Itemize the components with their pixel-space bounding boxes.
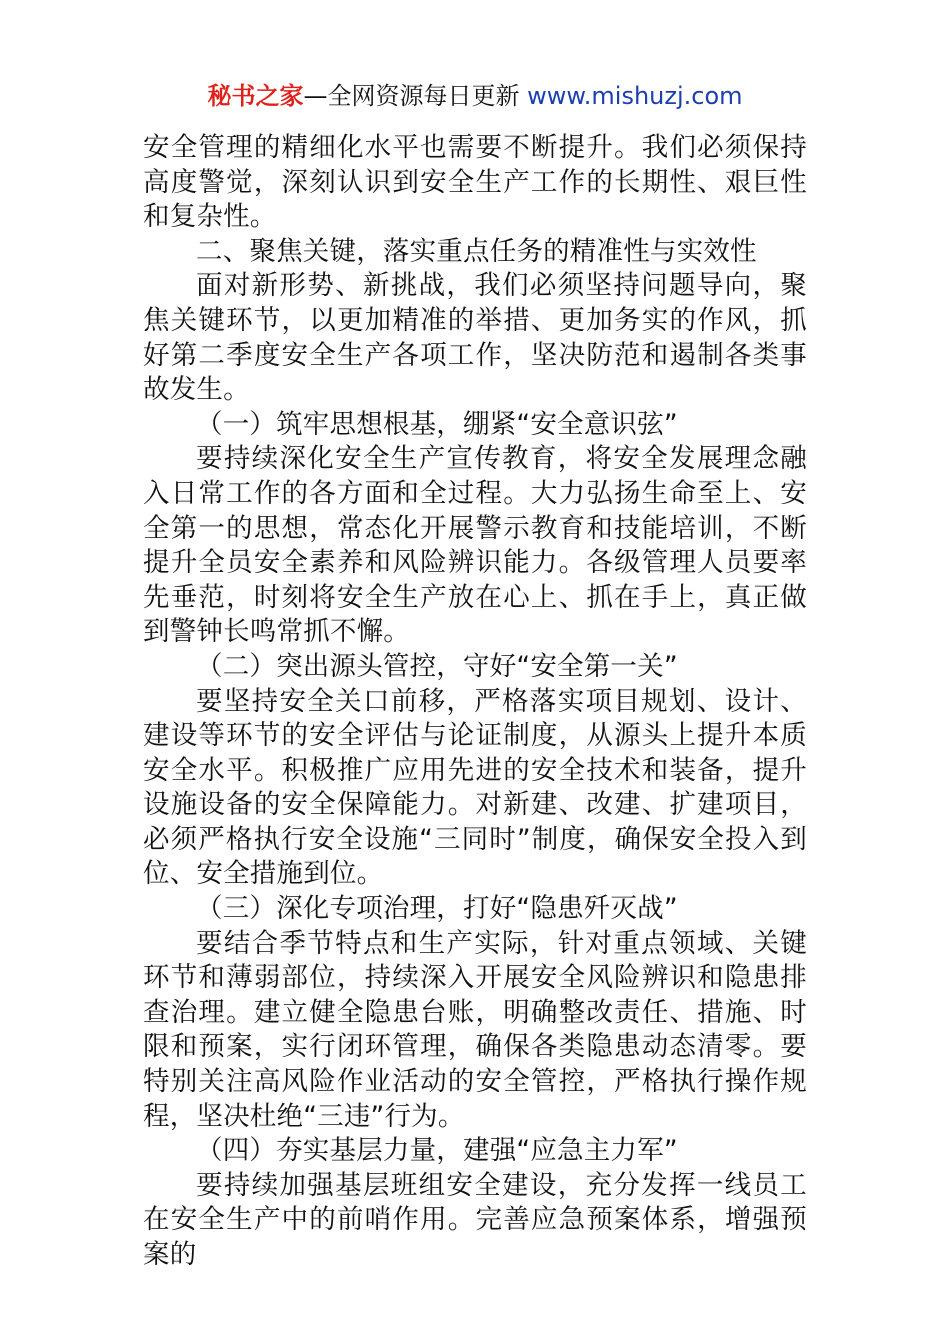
subsection-heading: （一）筑牢思想根基，绷紧“安全意识弦”: [196, 408, 678, 440]
subsection-heading: （四）夯实基层力量，建强“应急主力军”: [196, 1135, 678, 1167]
document-body: [143, 131, 807, 1273]
subsection-heading: （三）深化专项治理，打好“隐患歼灭战”: [196, 893, 678, 925]
site-slogan: —全网资源每日更新: [303, 82, 520, 110]
paragraph: 面对新形势、新挑战，我们必须坚持问题导向，聚焦关键环节，以更加精准的举措、更加务实的作风，抓好第二季度安全生产各项工作，坚决防范和遏制各类事故发生。: [143, 270, 807, 406]
paragraph: 要持续深化安全生产宣传教育，将安全发展理念融入日常工作的各方面和全过程。大力弘扬生命至上、安全第一的思想，常态化开展警示教育和技能培训，不断提升全员安全素养和风险辨识能力。各级管理人员要率先垂范，时刻将安全生产放在心上、抓在手上，真正做到警钟长鸣常抓不懈。: [143, 443, 807, 648]
site-header: [0, 80, 950, 112]
paragraph-continuation: 安全管理的精细化水平也需要不断提升。我们必须保持高度警觉，深刻认识到安全生产工作的长期性、艰巨性和复杂性。: [143, 132, 807, 233]
paragraph: 要结合季节特点和生产实际，针对重点领域、关键环节和薄弱部位，持续深入开展安全风险辨识和隐患排查治理。建立健全隐患台账，明确整改责任、措施、时限和预案，实行闭环管理，确保各类隐患动态清零。要特别关注高风险作业活动的安全管控，严格执行操作规程，坚决杜绝“三违”行为。: [143, 927, 807, 1132]
site-url[interactable]: www.mishuzj.com: [527, 82, 743, 110]
paragraph: 要坚持安全关口前移，严格落实项目规划、设计、建设等环节的安全评估与论证制度，从源头上提升本质安全水平。积极推广应用先进的安全技术和装备，提升设施设备的安全保障能力。对新建、改建、扩建项目，必须严格执行安全设施“三同时”制度，确保安全投入到位、安全措施到位。: [143, 685, 807, 890]
subsection-heading: （二）突出源头管控，守好“安全第一关”: [196, 650, 678, 682]
paragraph: 要持续加强基层班组安全建设，充分发挥一线员工在安全生产中的前哨作用。完善应急预案体系，增强预案的: [143, 1169, 807, 1270]
section-heading: 二、聚焦关键，落实重点任务的精准性与实效性: [196, 235, 757, 267]
site-brand: 秘书之家: [207, 82, 304, 110]
